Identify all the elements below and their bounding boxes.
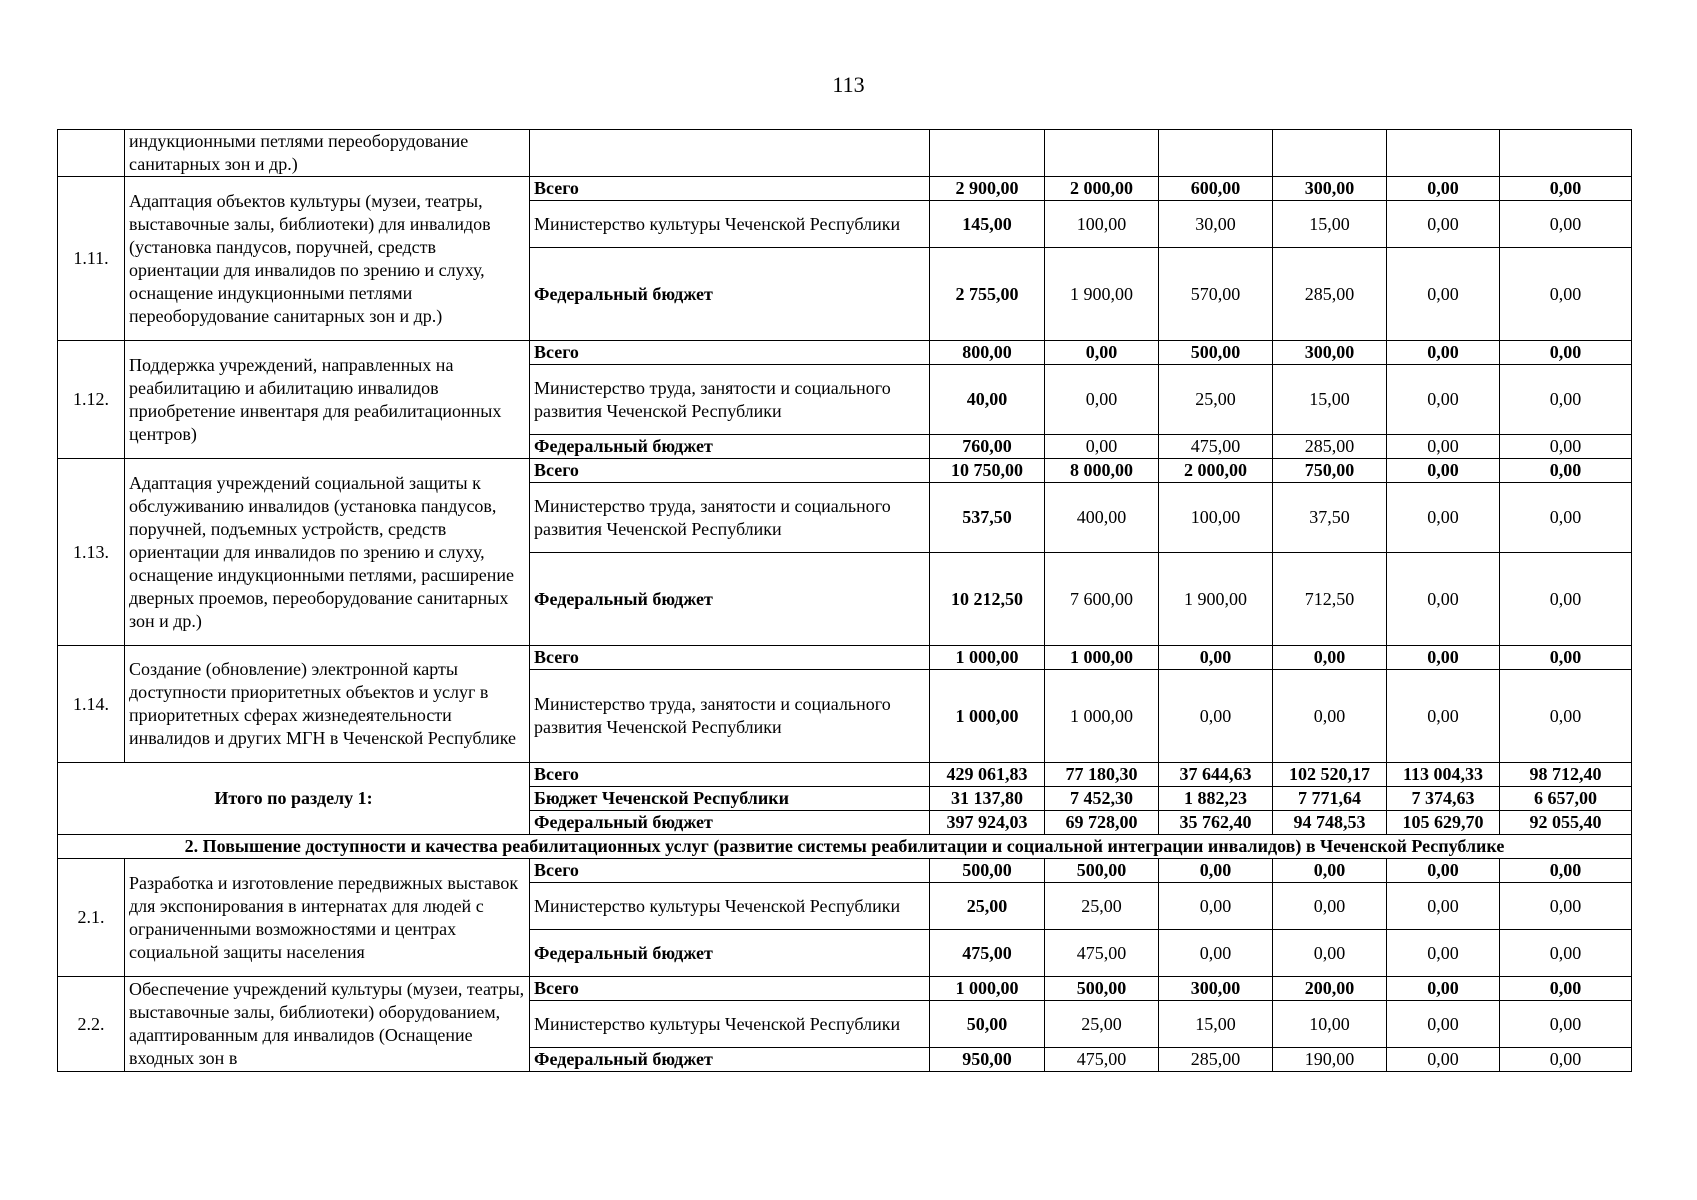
value-cell: 2 755,00	[930, 248, 1045, 341]
value-cell: 0,00	[1500, 341, 1632, 365]
measure-description: Разработка и изготовление передвижных выставок для экспонирования в интернатах для людей с ограниченными возможностями и центрах социальной защиты населения	[125, 859, 530, 977]
value-cell: 0,00	[1500, 883, 1632, 930]
value-cell: 0,00	[1500, 483, 1632, 553]
funding-source: Федеральный бюджет	[530, 811, 930, 835]
funding-source: Федеральный бюджет	[530, 930, 930, 977]
value-cell: 429 061,83	[930, 763, 1045, 787]
value-cell: 31 137,80	[930, 787, 1045, 811]
value-cell: 0,00	[1387, 177, 1500, 201]
value-cell: 0,00	[1387, 1048, 1500, 1072]
value-cell: 300,00	[1273, 341, 1387, 365]
index-cell	[58, 130, 125, 177]
value-cell: 0,00	[1387, 201, 1500, 248]
row-index: 1.11.	[58, 177, 125, 341]
value-cell: 1 000,00	[930, 670, 1045, 763]
value-cell: 0,00	[1387, 646, 1500, 670]
value-cell: 10,00	[1273, 1001, 1387, 1048]
measure-description: Обеспечение учреждений культуры (музеи, театры, выставочные залы, библиотеки) оборудованием, адаптированным для инвалидов (Оснащение входных зон в	[125, 977, 530, 1072]
value-cell: 0,00	[1387, 859, 1500, 883]
funding-source: Всего	[530, 977, 930, 1001]
value-cell: 570,00	[1159, 248, 1273, 341]
funding-source: Всего	[530, 341, 930, 365]
value-cell: 0,00	[1387, 670, 1500, 763]
value-cell: 300,00	[1273, 177, 1387, 201]
value-cell: 300,00	[1159, 977, 1273, 1001]
measure-description: индукционными петлями переоборудование санитарных зон и др.)	[125, 130, 530, 177]
value-cell: 0,00	[1045, 341, 1159, 365]
value-cell: 1 000,00	[930, 977, 1045, 1001]
value-cell: 105 629,70	[1387, 811, 1500, 835]
value-cell: 40,00	[930, 365, 1045, 435]
value-cell: 0,00	[1500, 1001, 1632, 1048]
value-cell: 400,00	[1045, 483, 1159, 553]
value-cell: 0,00	[1387, 930, 1500, 977]
value-cell: 0,00	[1500, 977, 1632, 1001]
measure-description: Поддержка учреждений, направленных на реабилитацию и абилитацию инвалидов приобретение инвентаря для реабилитационных центров)	[125, 341, 530, 459]
value-cell: 1 000,00	[930, 646, 1045, 670]
table-row	[58, 130, 1632, 177]
value-cell: 94 748,53	[1273, 811, 1387, 835]
value-cell: 2 000,00	[1045, 177, 1159, 201]
value-cell: 10 212,50	[930, 553, 1045, 646]
value-cell: 712,50	[1273, 553, 1387, 646]
funding-source: Министерство культуры Чеченской Республики	[530, 883, 930, 930]
row-index: 1.12.	[58, 341, 125, 459]
funding-source: Бюджет Чеченской Республики	[530, 787, 930, 811]
value-cell: 50,00	[930, 1001, 1045, 1048]
value-cell: 285,00	[1159, 1048, 1273, 1072]
value-cell: 0,00	[1500, 201, 1632, 248]
value-cell: 0,00	[1387, 435, 1500, 459]
funding-source: Всего	[530, 763, 930, 787]
value-cell: 0,00	[1500, 670, 1632, 763]
value-cell: 475,00	[1045, 930, 1159, 977]
value-cell: 0,00	[1159, 930, 1273, 977]
row-index: 1.14.	[58, 646, 125, 763]
value-cell: 0,00	[1387, 1001, 1500, 1048]
value-cell: 0,00	[1500, 646, 1632, 670]
value-cell: 0,00	[1500, 1048, 1632, 1072]
value-cell: 0,00	[1500, 435, 1632, 459]
value-cell: 2 900,00	[930, 177, 1045, 201]
value-cell: 7 771,64	[1273, 787, 1387, 811]
value-cell: 0,00	[1159, 883, 1273, 930]
value-cell: 0,00	[1387, 248, 1500, 341]
value-cell: 0,00	[1159, 859, 1273, 883]
value-cell: 1 882,23	[1159, 787, 1273, 811]
value-cell: 1 900,00	[1045, 248, 1159, 341]
value-cell: 98 712,40	[1500, 763, 1632, 787]
value-cell: 25,00	[930, 883, 1045, 930]
table-row	[58, 459, 1632, 483]
value-cell: 100,00	[1159, 483, 1273, 553]
budget-table	[57, 129, 1632, 1072]
page-number: 113	[832, 72, 865, 97]
row-index: 2.1.	[58, 859, 125, 977]
value-cell: 475,00	[1045, 1048, 1159, 1072]
value-cell: 0,00	[1500, 553, 1632, 646]
value-cell: 475,00	[1159, 435, 1273, 459]
funding-source: Министерство труда, занятости и социального развития Чеченской Республики	[530, 483, 930, 553]
funding-source: Федеральный бюджет	[530, 248, 930, 341]
row-index: 1.13.	[58, 459, 125, 646]
value-cell: 0,00	[1500, 459, 1632, 483]
value-cell: 7 374,63	[1387, 787, 1500, 811]
table-row	[58, 177, 1632, 201]
value-cell: 200,00	[1273, 977, 1387, 1001]
value-cell: 397 924,03	[930, 811, 1045, 835]
value-cell: 25,00	[1159, 365, 1273, 435]
funding-source: Министерство труда, занятости и социального развития Чеченской Республики	[530, 670, 930, 763]
value-cell: 0,00	[1500, 859, 1632, 883]
funding-source: Всего	[530, 177, 930, 201]
table-row	[58, 835, 1632, 859]
value-cell: 0,00	[1387, 365, 1500, 435]
funding-source: Всего	[530, 646, 930, 670]
table-row	[58, 977, 1632, 1001]
value-cell: 37 644,63	[1159, 763, 1273, 787]
funding-source: Всего	[530, 859, 930, 883]
value-cell: 10 750,00	[930, 459, 1045, 483]
value-cell: 8 000,00	[1045, 459, 1159, 483]
value-cell: 35 762,40	[1159, 811, 1273, 835]
value-cell: 15,00	[1273, 201, 1387, 248]
value-cell: 285,00	[1273, 248, 1387, 341]
value-cell: 100,00	[1045, 201, 1159, 248]
value-cell: 0,00	[1500, 177, 1632, 201]
value-cell: 0,00	[1387, 883, 1500, 930]
funding-source: Министерство труда, занятости и социального развития Чеченской Республики	[530, 365, 930, 435]
funding-source: Всего	[530, 459, 930, 483]
value-cell: 30,00	[1159, 201, 1273, 248]
table-row	[58, 341, 1632, 365]
value-cell: 0,00	[1159, 646, 1273, 670]
value-cell: 190,00	[1273, 1048, 1387, 1072]
value-cell: 0,00	[1273, 859, 1387, 883]
row-index: 2.2.	[58, 977, 125, 1072]
value-cell: 0,00	[1273, 670, 1387, 763]
table-row	[58, 763, 1632, 787]
value-cell: 25,00	[1045, 1001, 1159, 1048]
value-cell: 92 055,40	[1500, 811, 1632, 835]
value-cell: 1 000,00	[1045, 670, 1159, 763]
value-cell: 69 728,00	[1045, 811, 1159, 835]
value-cell: 1 000,00	[1045, 646, 1159, 670]
value-cell: 500,00	[1159, 341, 1273, 365]
value-cell: 760,00	[930, 435, 1045, 459]
funding-source: Федеральный бюджет	[530, 1048, 930, 1072]
value-cell: 1 900,00	[1159, 553, 1273, 646]
value-cell: 0,00	[1387, 341, 1500, 365]
value-cell: 0,00	[1500, 248, 1632, 341]
table-row	[58, 859, 1632, 883]
table-row	[58, 646, 1632, 670]
value-cell: 0,00	[1159, 670, 1273, 763]
value-cell: 2 000,00	[1159, 459, 1273, 483]
value-cell: 0,00	[1045, 435, 1159, 459]
value-cell: 113 004,33	[1387, 763, 1500, 787]
section-title: 2. Повышение доступности и качества реабилитационных услуг (развитие системы реабилитации и социальной интеграции инвалидов) в Чеченской Республике	[58, 835, 1632, 859]
value-cell: 145,00	[930, 201, 1045, 248]
value-cell: 0,00	[1500, 930, 1632, 977]
funding-source: Федеральный бюджет	[530, 553, 930, 646]
value-cell: 475,00	[930, 930, 1045, 977]
value-cell: 285,00	[1273, 435, 1387, 459]
value-cell: 500,00	[930, 859, 1045, 883]
funding-source: Министерство культуры Чеченской Республики	[530, 1001, 930, 1048]
value-cell: 537,50	[930, 483, 1045, 553]
value-cell: 6 657,00	[1500, 787, 1632, 811]
value-cell: 500,00	[1045, 977, 1159, 1001]
value-cell: 37,50	[1273, 483, 1387, 553]
value-cell: 0,00	[1500, 365, 1632, 435]
value-cell: 750,00	[1273, 459, 1387, 483]
value-cell: 102 520,17	[1273, 763, 1387, 787]
measure-description: Адаптация учреждений социальной защиты к обслуживанию инвалидов (установка пандусов, поручней, подъемных устройств, средств ориентации для инвалидов по зрению и слуху, оснащение индукционными петлями, расширение дверных проемов, переоборудование санитарных зон и др.)	[125, 459, 530, 646]
section-total-label: Итого по разделу 1:	[58, 763, 530, 835]
value-cell: 15,00	[1273, 365, 1387, 435]
value-cell: 15,00	[1159, 1001, 1273, 1048]
value-cell: 0,00	[1387, 459, 1500, 483]
value-cell: 7 600,00	[1045, 553, 1159, 646]
value-cell: 0,00	[1387, 553, 1500, 646]
value-cell: 800,00	[930, 341, 1045, 365]
value-cell: 0,00	[1273, 930, 1387, 977]
value-cell: 0,00	[1273, 883, 1387, 930]
value-cell: 0,00	[1387, 483, 1500, 553]
value-cell: 25,00	[1045, 883, 1159, 930]
value-cell: 77 180,30	[1045, 763, 1159, 787]
value-cell: 7 452,30	[1045, 787, 1159, 811]
value-cell: 0,00	[1387, 977, 1500, 1001]
value-cell: 600,00	[1159, 177, 1273, 201]
value-cell: 0,00	[1273, 646, 1387, 670]
funding-source: Федеральный бюджет	[530, 435, 930, 459]
value-cell: 950,00	[930, 1048, 1045, 1072]
measure-description: Адаптация объектов культуры (музеи, театры, выставочные залы, библиотеки) для инвалидов (установка пандусов, поручней, средств ориентации для инвалидов по зрению и слуху, оснащение индукционными петлями переоборудование санитарных зон и др.)	[125, 177, 530, 341]
value-cell: 500,00	[1045, 859, 1159, 883]
funding-source: Министерство культуры Чеченской Республики	[530, 201, 930, 248]
measure-description: Создание (обновление) электронной карты доступности приоритетных объектов и услуг в приоритетных сферах жизнедеятельности инвалидов и других МГН в Чеченской Республике	[125, 646, 530, 763]
value-cell: 0,00	[1045, 365, 1159, 435]
